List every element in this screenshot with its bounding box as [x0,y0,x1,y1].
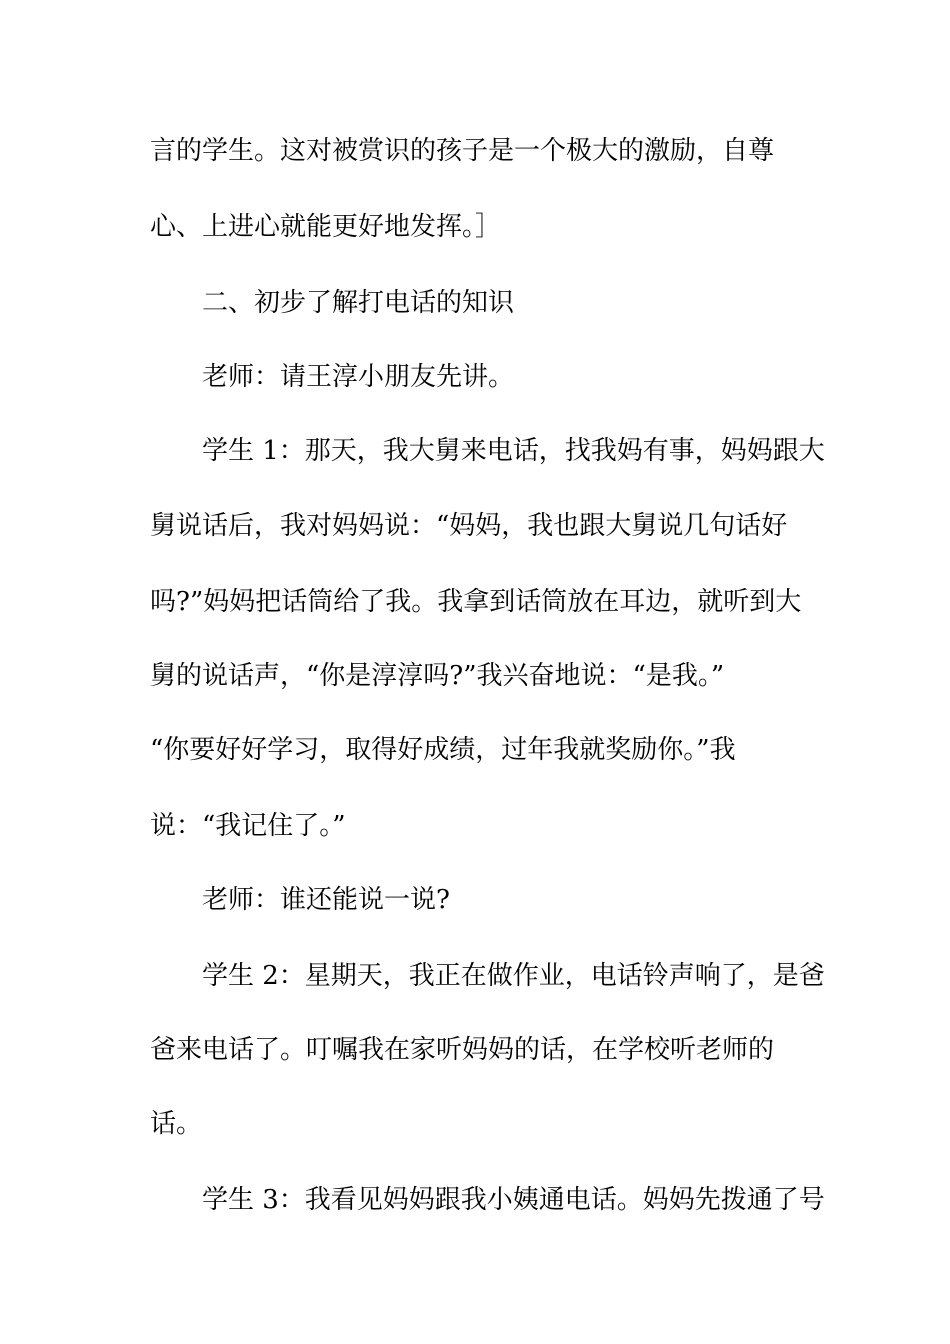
text-line: 心、上进心就能更好地发挥。］ [150,212,502,242]
text-line: “你要好好学习，取得好成绩，过年我就奖励你。”我 [150,735,736,765]
text-line: 老师：请王淳小朋友先讲。 [202,362,515,392]
text-line: 学生 3：我看见妈妈跟我小姨通电话。妈妈先拨通了号 [202,1185,825,1215]
text-line: 言的学生。这对被赏识的孩子是一个极大的激励，自尊 [150,136,775,166]
section-heading: 二、初步了解打电话的知识 [202,288,515,318]
text-line: 话。 [150,1109,203,1139]
text-line: 舅的说话声，“你是淳淳吗?”我兴奋地说：“是我。” [150,661,725,691]
text-line: 说：“我记住了。” [150,811,346,841]
text-line: 学生 1：那天，我大舅来电话，找我妈有事，妈妈跟大 [202,436,825,466]
text-line: 学生 2：星期天，我正在做作业，电话铃声响了，是爸 [202,961,825,991]
text-line: 爸来电话了。叮嘱我在家听妈妈的话，在学校听老师的 [150,1035,775,1065]
text-line: 吗?”妈妈把话筒给了我。我拿到话筒放在耳边，就听到大 [150,587,802,617]
text-line: 舅说话后，我对妈妈说：“妈妈，我也跟大舅说几句话好 [150,511,788,541]
text-line: 老师：谁还能说一说? [202,885,450,915]
